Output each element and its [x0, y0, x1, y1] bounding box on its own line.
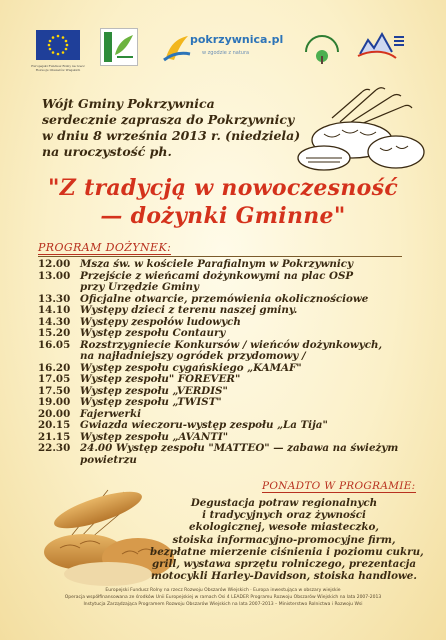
prow-logo	[356, 28, 406, 72]
schedule-time: 16.20	[38, 361, 71, 374]
schedule-row	[38, 351, 410, 363]
schedule-text: Przejście z wieńcami dożynkowymi na plac OSP	[80, 269, 354, 282]
invite-line-3: w dniu 8 września 2013 r. (niedziela)	[42, 128, 301, 143]
extras-line: grill, wystawa sprzętu rolniczego, prezentacja	[151, 558, 417, 571]
extras-line: i tradycyjnych oraz żywności	[202, 509, 366, 522]
schedule-text: Rozstrzygniecie Konkursów / wieńców dożynkowych,	[80, 338, 383, 351]
bread-wheat-illustration	[292, 78, 432, 178]
schedule-time: 15.20	[38, 327, 71, 339]
schedule-text: Występ zespołu cygańskiego „KAMAF"	[80, 361, 302, 374]
schedule-text: powietrzu	[80, 453, 137, 466]
extras-line: Degustacja potraw regionalnych	[190, 497, 378, 509]
schedule-row	[38, 282, 410, 294]
schedule-text: przy Urzędzie Gminy	[80, 281, 200, 293]
schedule-time: 14.30	[38, 315, 71, 328]
schedule-row	[38, 397, 410, 409]
footer-funding-note	[0, 587, 446, 608]
schedule-time	[38, 351, 80, 363]
brand-name: pokrzywnica.pl	[190, 33, 284, 46]
eu-flag-icon	[36, 30, 80, 60]
schedule-text: Występy zespołów ludowych	[80, 315, 241, 328]
footer-line: Operacja współfinansowana ze środków Unii Europejskiej w ramach Osi 4 LEADER Programu Rozwoju Obszarów Wiejskich na lata 2007-2013	[64, 595, 382, 600]
schedule-text: Gwiazda wieczoru-występ zespołu „La Tija"	[80, 419, 328, 431]
schedule-row	[38, 305, 410, 317]
schedule-text: 24.00 Występ zespołu "MATTEO" — zabawa na świeżym	[80, 442, 399, 454]
extras-line: ekologicznej, wesołe miasteczko,	[189, 521, 379, 534]
leader-logo	[100, 28, 138, 66]
brand-tagline: w zgodzie z natura	[202, 50, 250, 56]
schedule-text: Msza św. w kościele Parafialnym w Pokrzywnicy	[80, 258, 354, 270]
invite-line-1: Wójt Gminy Pokrzywnica	[42, 96, 215, 111]
schedule-text: na najładniejszy ogródek przydomowy /	[80, 350, 306, 362]
schedule-text: Występ zespołu Contaury	[80, 327, 226, 339]
zielone-miasto-logo	[300, 26, 344, 70]
schedule-time: 16.05	[38, 338, 71, 351]
schedule-list	[38, 259, 410, 466]
schedule-time: 20.00	[38, 407, 71, 420]
schedule-time: 17.50	[38, 384, 71, 397]
extras-line: motocykli Harley-Davidson, stoiska handlowe.	[151, 570, 417, 583]
eu-caption: Europejski Fundusz Rolny na rzecz Rozwoju Obszarów Wiejskich	[31, 64, 85, 72]
program-title	[38, 241, 171, 254]
schedule-text: Oficjalne otwarcie, przemówienia okolicznościowe	[80, 292, 369, 305]
schedule-row	[38, 328, 410, 340]
schedule-time	[38, 282, 80, 294]
schedule-text: Występ zespołu" FOREVER"	[80, 373, 241, 385]
schedule-text: Występ zespołu „TWIST"	[80, 396, 222, 408]
schedule-time: 19.00	[38, 396, 71, 408]
invite-line-4: na uroczystość ph.	[42, 144, 172, 159]
schedule-row	[38, 455, 410, 467]
logo-bar	[0, 22, 446, 74]
schedule-time: 14.10	[38, 304, 71, 316]
schedule-text: Występy dzieci z terenu naszej gminy.	[80, 304, 298, 316]
ponadto-title	[262, 480, 416, 492]
schedule-time: 20.15	[38, 419, 71, 431]
invitation-text	[42, 96, 301, 160]
headline-line-2: — dożynki Gminne"	[100, 203, 346, 229]
headline-line-1: "Z tradycją w nowoczesność	[47, 175, 399, 201]
schedule-text: Fajerwerki	[80, 407, 142, 420]
schedule-time: 13.00	[38, 269, 71, 282]
program-divider	[38, 256, 402, 257]
schedule-time	[38, 455, 80, 467]
schedule-time: 21.15	[38, 430, 71, 443]
footer-line: Instytucja Zarządzająca Programem Rozwoju Obszarów Wiejskich na lata 2007-2013 – Ministerstwo Rolnictwa i Rozwoju Wsi	[83, 602, 363, 607]
pokrzywnica-logo	[162, 30, 282, 66]
program-title-text: PROGRAM DOŻYNEK:	[38, 241, 172, 254]
extras-list	[150, 497, 424, 583]
schedule-row	[38, 420, 410, 432]
schedule-time: 22.30	[38, 442, 71, 454]
schedule-row	[38, 374, 410, 386]
schedule-text: Występ zespołu „VERDIS"	[80, 384, 228, 397]
schedule-row	[38, 259, 410, 271]
extras-line: bezpłatne mierzenie ciśnienia i poziomu cukru,	[150, 545, 424, 558]
schedule-row	[38, 443, 410, 455]
schedule-text: Występ zespołu „AVANTI"	[80, 430, 229, 443]
schedule-time: 17.05	[38, 373, 71, 385]
schedule-time: 13.30	[38, 292, 71, 305]
footer-line: Europejski Fundusz Rolny na rzecz Rozwoju Obszarów Wiejskich · Europa inwestująca w obszary wiejskie	[105, 588, 341, 593]
invite-line-2: serdecznie zaprasza do Pokrzywnicy	[42, 112, 295, 127]
ponadto-title-text: PONADTO W PROGRAMIE:	[262, 480, 416, 492]
extras-line: stoiska informacyjno-promocyjne firm,	[172, 533, 396, 546]
schedule-time: 12.00	[38, 258, 71, 270]
